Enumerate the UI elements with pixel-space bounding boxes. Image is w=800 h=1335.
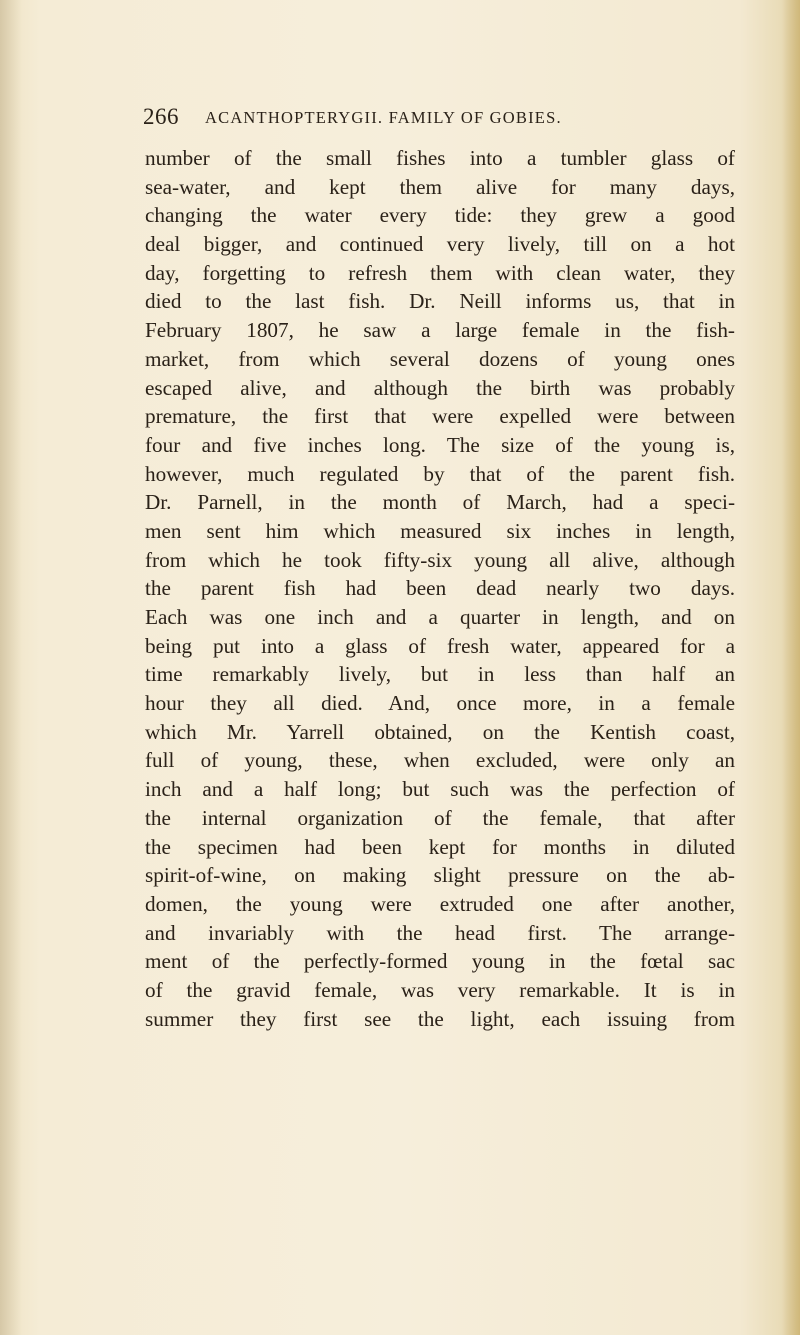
text-line: sea-water, and kept them alive for many days,	[145, 174, 735, 199]
text-line: from which he took fifty-six young all alive, although	[145, 547, 735, 572]
page-edge-stain	[782, 0, 800, 1335]
text-line: changing the water every tide: they grew a good	[145, 203, 735, 228]
text-line: number of the small fishes into a tumbler glass of	[145, 146, 735, 170]
text-line: and invariably with the head first. The arrange-	[145, 920, 735, 945]
text-line: full of young, these, when excluded, were only an	[145, 748, 735, 773]
page-header	[143, 104, 743, 134]
page-number: 266	[143, 104, 179, 129]
text-line: which Mr. Yarrell obtained, on the Kentish coast,	[145, 719, 735, 744]
body-text	[145, 144, 735, 1033]
text-line: the internal organization of the female, that after	[145, 805, 735, 830]
text-line: hour they all died. And, once more, in a female	[145, 691, 735, 716]
text-line: being put into a glass of fresh water, appeared for a	[145, 633, 735, 658]
text-line: Dr. Parnell, in the month of March, had a speci-	[145, 490, 735, 515]
text-line: escaped alive, and although the birth was probably	[145, 375, 735, 400]
running-head: ACANTHOPTERYGII. FAMILY OF GOBIES.	[205, 108, 562, 127]
text-line: day, forgetting to refresh them with clean water, they	[145, 260, 735, 285]
text-line: February 1807, he saw a large female in the fish-	[145, 318, 735, 343]
page-gutter-shadow	[0, 0, 22, 1335]
text-line: died to the last fish. Dr. Neill informs us, that in	[145, 289, 735, 314]
text-line: four and five inches long. The size of the young is,	[145, 432, 735, 457]
text-line: of the gravid female, was very remarkable. It is in	[145, 977, 735, 1002]
text-line: however, much regulated by that of the parent fish.	[145, 461, 735, 486]
text-line: the specimen had been kept for months in diluted	[145, 834, 735, 859]
text-line: market, from which several dozens of young ones	[145, 346, 735, 371]
text-line: time remarkably lively, but in less than half an	[145, 662, 735, 687]
text-line: men sent him which measured six inches in length,	[145, 518, 735, 543]
text-line: deal bigger, and continued very lively, till on a hot	[145, 232, 735, 257]
text-line: Each was one inch and a quarter in length, and on	[145, 605, 735, 629]
text-line: premature, the first that were expelled were between	[145, 404, 735, 429]
text-line: ment of the perfectly-formed young in the fœtal sac	[145, 949, 735, 974]
text-line: inch and a half long; but such was the perfection of	[145, 777, 735, 802]
text-line: domen, the young were extruded one after another,	[145, 891, 735, 916]
text-line: spirit-of-wine, on making slight pressure on the ab-	[145, 863, 735, 888]
text-line: the parent fish had been dead nearly two days.	[145, 576, 735, 601]
text-line: summer they first see the light, each issuing from	[145, 1006, 735, 1031]
